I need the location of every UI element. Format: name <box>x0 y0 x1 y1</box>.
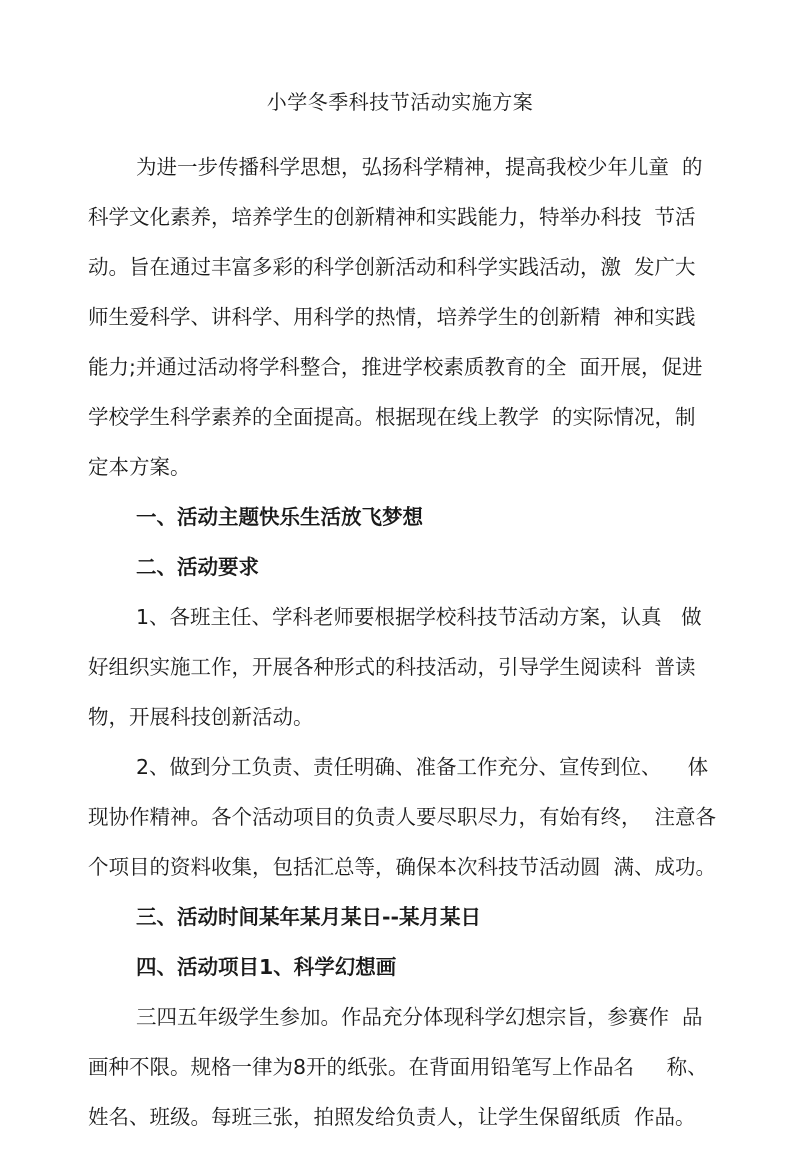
intro-line-5: 能力;并通过活动将学科整合，推进学校素质教育的全 面开展，促进 <box>88 355 703 379</box>
intro-line-7: 定本方案。 <box>88 455 191 479</box>
intro-line-1: 为进一步传播科学思想，弘扬科学精神，提高我校少年儿童 的 <box>136 155 703 179</box>
section-heading-projects: 四、活动项目1、科学幻想画 <box>136 955 397 979</box>
requirement-2-line-1: 2、做到分工负责、责任明确、准备工作充分、宣传到位、 体 <box>136 755 709 779</box>
intro-line-6: 学校学生科学素养的全面提高。根据现在线上教学 的实际情况，制 <box>88 405 696 429</box>
section-heading-requirements: 二、活动要求 <box>136 555 259 579</box>
section-heading-time: 三、活动时间某年某月某日--某月某日 <box>136 905 482 929</box>
requirement-1-line-3: 物，开展科技创新活动。 <box>88 705 314 729</box>
requirement-2-line-2: 现协作精神。各个活动项目的负责人要尽职尽力，有始有终， 注意各 <box>88 805 717 829</box>
document-title: 小学冬季科技节活动实施方案 <box>266 90 534 114</box>
intro-line-2: 科学文化素养，培养学生的创新精神和实践能力，特举办科技 节活 <box>88 205 696 229</box>
intro-line-3: 动。旨在通过丰富多彩的科学创新活动和科学实践活动，激 发广大 <box>88 255 696 279</box>
intro-line-4: 师生爱科学、讲科学、用科学的热情，培养学生的创新精 神和实践 <box>88 305 696 329</box>
section-heading-theme: 一、活动主题快乐生活放飞梦想 <box>136 505 423 529</box>
project-1-line-3: 姓名、班级。每班三张，拍照发给负责人，让学生保留纸质 作品。 <box>88 1105 696 1129</box>
requirement-1-line-2: 好组织实施工作，开展各种形式的科技活动，引导学生阅读科 普读 <box>88 655 696 679</box>
project-1-line-1: 三四五年级学生参加。作品充分体现科学幻想宗旨，参赛作 品 <box>136 1005 703 1029</box>
requirement-1-line-1: 1、各班主任、学科老师要根据学校科技节活动方案，认真 做 <box>136 605 702 629</box>
requirement-2-line-3: 个项目的资料收集，包括汇总等，确保本次科技节活动圆 满、成功。 <box>88 855 717 879</box>
project-1-line-2: 画种不限。规格一律为8开的纸张。在背面用铅笔写上作品名 称、 <box>88 1055 708 1079</box>
